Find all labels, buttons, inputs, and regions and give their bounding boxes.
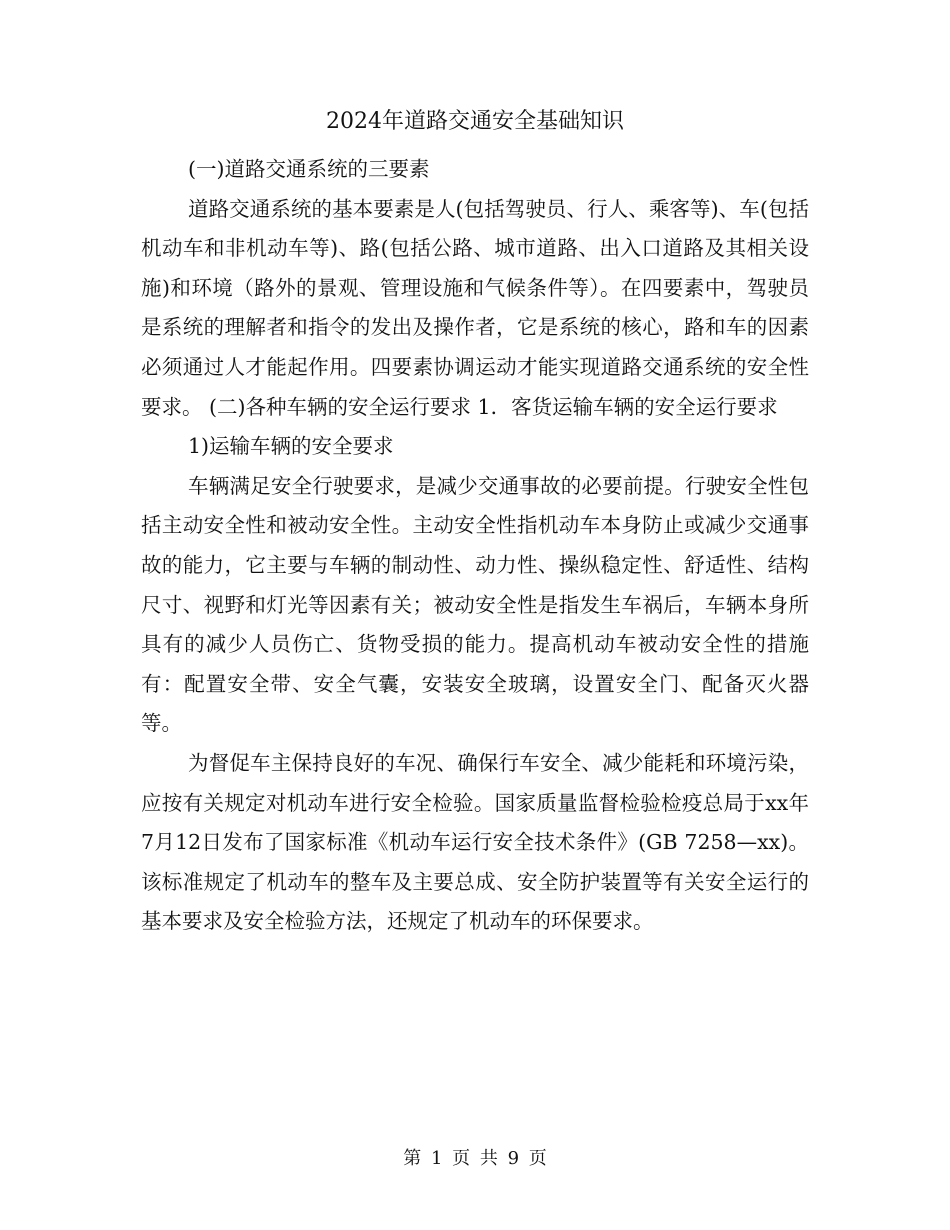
paragraph-three-elements: 道路交通系统的基本要素是人(包括驾驶员、行人、乘客等)、车(包括机动车和非机动车等)、路(包括公路、城市道路、出入口道路及其相关设施)和环境（路外的景观、管理设施和气候条件等）。在四要素中，驾驶员是系统的理解者和指令的发出及操作者，它是系统的核心，路和车的因素必须通过人才能起作用。四要素协调运动才能实现道路交通系统的安全性要求。 (二)各种车辆的安全运行要求 1．客货运输车辆的安全运行要求 bbox=[141, 196, 809, 419]
document-body bbox=[141, 150, 809, 942]
document-title: 2024年道路交通安全基础知识 bbox=[326, 109, 624, 134]
section-heading-vehicle-safety: 1)运输车辆的安全要求 bbox=[188, 434, 394, 459]
paragraph-safety-inspection: 为督促车主保持良好的车况、确保行车安全、减少能耗和环境污染，应按有关规定对机动车进行安全检验。国家质量监督检验检疫总局于xx年7月12日发布了国家标准《机动车运行安全技术条件》(GB 7258—xx)。该标准规定了机动车的整车及主要总成、安全防护装置等有关安全运行的基本要求及安全检验方法，还规定了机动车的环保要求。 bbox=[141, 750, 809, 934]
page-footer: 第 1 页 共 9 页 bbox=[403, 1148, 547, 1169]
paragraph-vehicle-safety: 车辆满足安全行驶要求，是减少交通事故的必要前提。行驶安全性包括主动安全性和被动安全性。主动安全性指机动车本身防止或减少交通事故的能力，它主要与车辆的制动性、动力性、操纵稳定性、舒适性、结构尺寸、视野和灯光等因素有关；被动安全性是指发生车祸后，车辆本身所具有的减少人员伤亡、货物受损的能力。提高机动车被动安全性的措施有：配置安全带、安全气囊，安装安全玻璃，设置安全门、配备灭火器等。 bbox=[141, 473, 809, 736]
section-heading-three-elements: (一)道路交通系统的三要素 bbox=[188, 157, 430, 181]
